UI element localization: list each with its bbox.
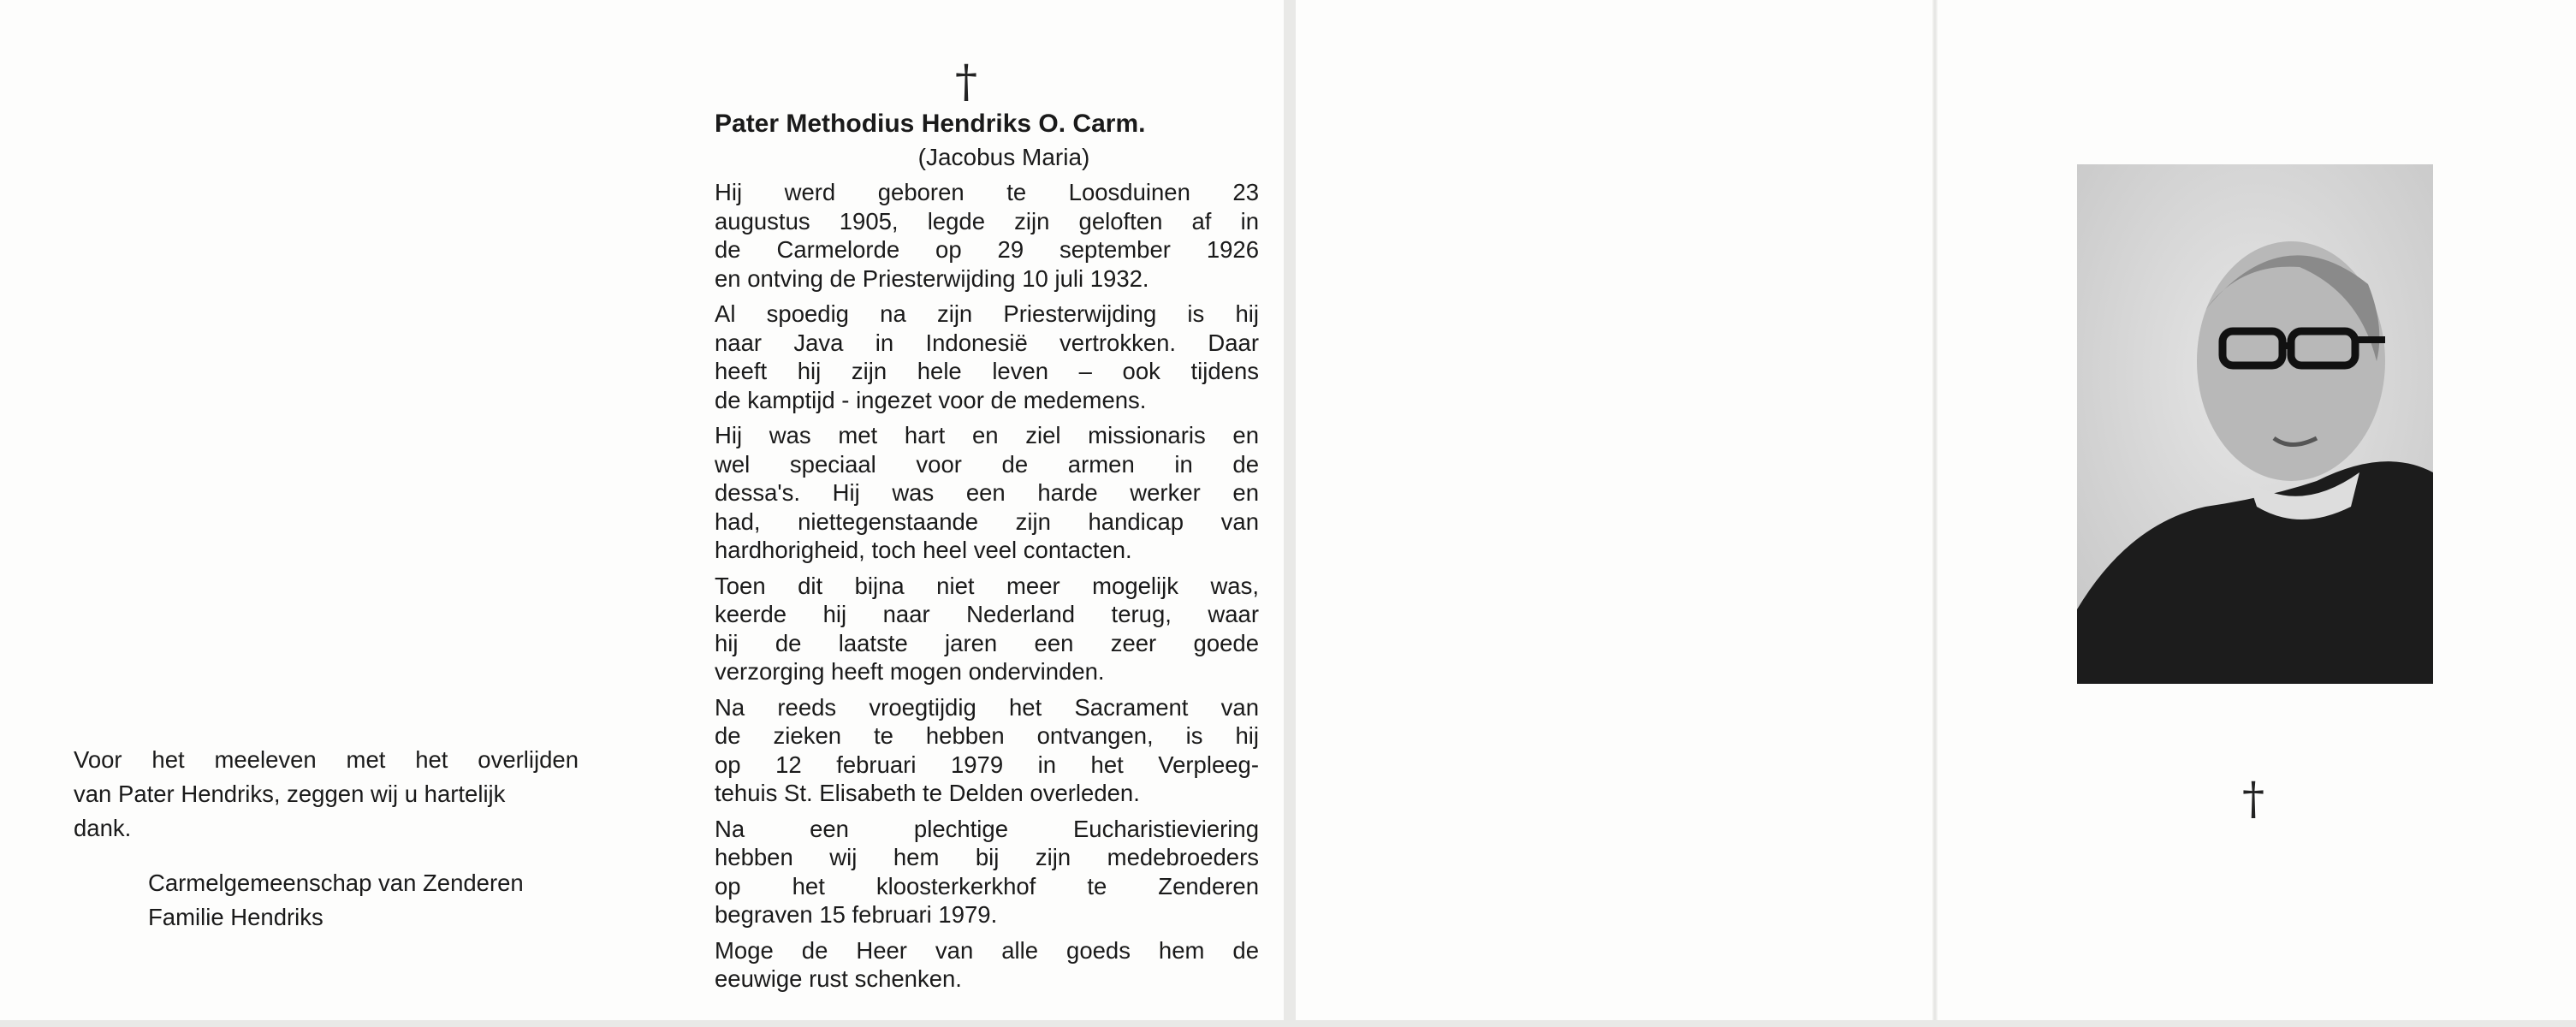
text-line: op 12 februari 1979 in het Verpleeg- — [715, 751, 1259, 778]
inner-card-spread — [0, 0, 1284, 1020]
text-line: heeft hij zijn hele leven – ook tijdens — [715, 358, 1259, 384]
obituary-text — [715, 110, 1259, 1000]
text-line: tehuis St. Elisabeth te Delden overleden. — [715, 780, 1140, 806]
text-line: begraven 15 februari 1979. — [715, 901, 998, 928]
text-line: op het kloosterkerkhof te Zenderen — [715, 872, 1259, 899]
thanks-line: van Pater Hendriks, zeggen wij u hartelijk — [74, 781, 506, 807]
baptismal-name: (Jacobus Maria) — [917, 144, 1090, 170]
text-line: de zieken te hebben ontvangen, is hij — [715, 722, 1259, 749]
text-line: Toen dit bijna niet meer mogelijk was, — [715, 572, 1259, 599]
text-line: eeuwige rust schenken. — [715, 965, 962, 992]
signatory: Carmelgemeenschap van Zenderen — [148, 870, 524, 896]
text-line: naar Java in Indonesië vertrokken. Daar — [715, 329, 1259, 356]
paragraph — [715, 572, 1259, 686]
text-line: augustus 1905, legde zijn geloften af in — [715, 207, 1259, 234]
text-line: Moge de Heer van alle goeds hem de — [715, 936, 1259, 964]
thanks-line: dank. — [74, 815, 132, 841]
paragraph — [715, 178, 1259, 293]
fold-line — [1932, 0, 1938, 1020]
text-line: wel speciaal voor de armen in de — [715, 450, 1259, 478]
paragraph — [715, 936, 1259, 994]
text-line: Na reeds vroegtijdig het Sacrament van — [715, 693, 1259, 721]
paragraph — [715, 815, 1259, 929]
text-line: verzorging heeft mogen ondervinden. — [715, 658, 1105, 685]
cross-icon: † — [2242, 774, 2264, 825]
cross-icon: † — [955, 56, 977, 108]
text-line: keerde hij naar Nederland terug, waar — [715, 601, 1259, 627]
text-line: de kamptijd - ingezet voor de medemens. — [715, 386, 1147, 413]
text-line: Hij was met hart en ziel missionaris en — [715, 422, 1259, 448]
text-line: hij de laatste jaren een zeer goede — [715, 629, 1259, 656]
portrait-photo — [2077, 164, 2433, 684]
deceased-name: Pater Methodius Hendriks O. Carm. — [715, 110, 1146, 138]
text-line: de Carmelorde op 29 september 1926 — [715, 236, 1259, 263]
text-line: hardhorigheid, toch heel veel contacten. — [715, 537, 1132, 563]
signatories — [148, 866, 524, 935]
text-line: had, niettegenstaande zijn handicap van — [715, 508, 1259, 535]
text-line: Al spoedig na zijn Priesterwijding is hij — [715, 300, 1259, 327]
paragraph — [715, 421, 1259, 565]
text-line: dessa's. Hij was een harde werker en — [715, 479, 1259, 506]
thanks-line: Voor het meeleven met het overlijden — [74, 746, 579, 773]
signatory: Familie Hendriks — [148, 904, 323, 930]
text-line: Na een plechtige Eucharistieviering — [715, 815, 1259, 842]
text-line: hebben wij hem bij zijn medebroeders — [715, 844, 1259, 870]
text-line: Hij werd geboren te Loosduinen 23 — [715, 179, 1259, 205]
paragraph — [715, 300, 1259, 414]
paragraph — [715, 693, 1259, 808]
text-line: en ontving de Priesterwijding 10 juli 1932. — [715, 264, 1149, 292]
thanks-text — [74, 743, 579, 846]
